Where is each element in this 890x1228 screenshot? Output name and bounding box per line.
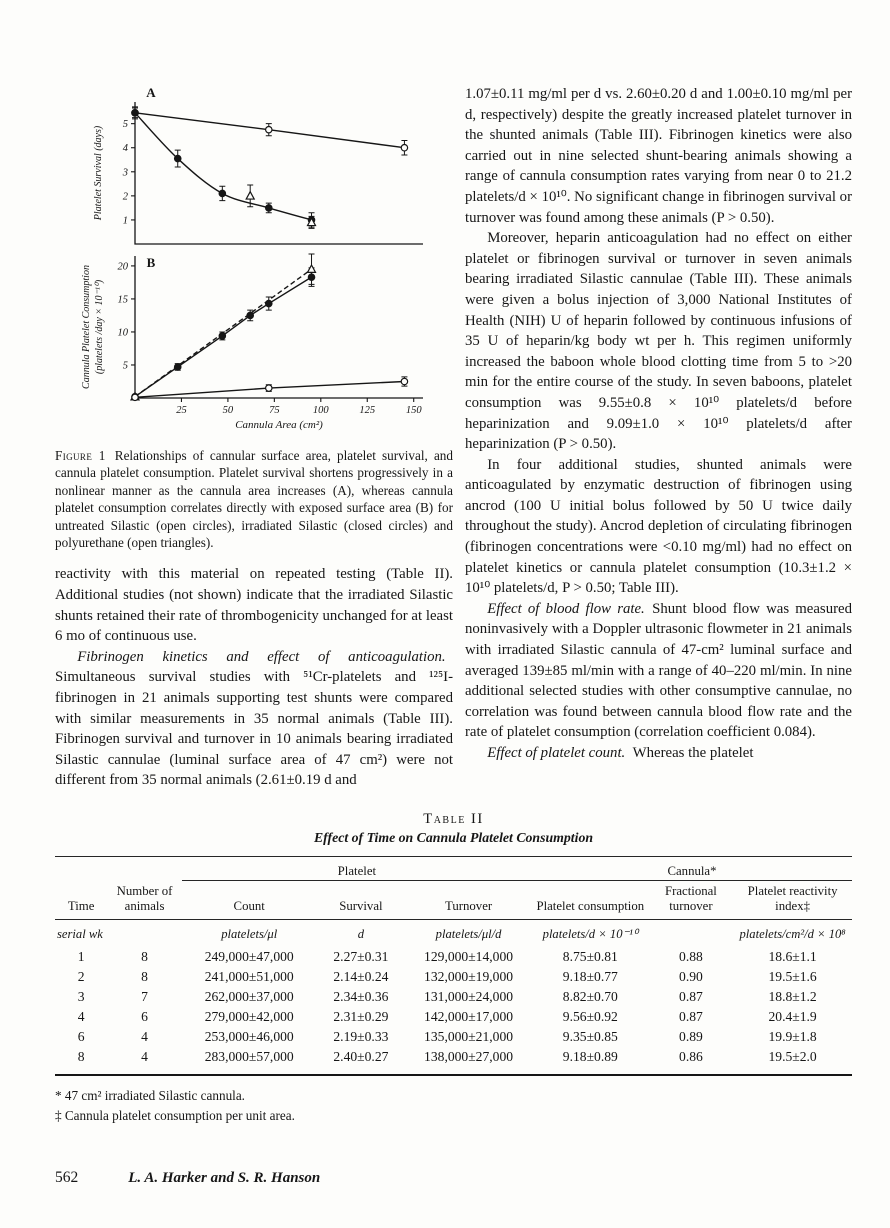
- table-cell: 129,000±14,000: [424, 949, 514, 965]
- table-cell: 6: [77, 1029, 85, 1045]
- table-cell: 138,000±27,000: [424, 1049, 514, 1065]
- unit-cell: serial wk: [57, 926, 103, 941]
- unit-cell: [649, 920, 734, 948]
- table-cell: 3: [77, 989, 85, 1005]
- marker-circle-filled: [219, 190, 225, 196]
- paragraph: Moreover, heparin anticoagulation had no effect on either platelet or fibrinogen survival or turnover in seven animals bearing irradiated Silastic cannulae (Table III). These animals were given a bolus injection of 3,000 National Institutes of Health (NIH) U of heparin followed by continuous infusions of 35 U of heparin/kg body wt per h. This regimen uniformly increased the baboon whole blood clotting time from 5 to >20 min for the entire course of the study. In seven baboons, platelet consumption was 9.55±0.8 × 10¹⁰ platelets/d before heparinization and 9.09±1.0 × 10¹⁰ platelets/d after heparinization (P > 0.50).: [465, 230, 852, 453]
- table-cell: 8.82±0.70: [562, 989, 618, 1005]
- page-footer: [55, 1169, 852, 1187]
- table-cell: 9.35±0.85: [562, 1029, 618, 1045]
- unit-cell: platelets/μl/d: [435, 926, 502, 941]
- footnote-dagger: ‡ Cannula platelet consumption per unit area.: [55, 1108, 295, 1124]
- table-row: [55, 1007, 852, 1027]
- table-2-label: Table II: [423, 810, 484, 827]
- y-tick-label: 2: [122, 191, 128, 203]
- y-tick-label: 20: [117, 261, 128, 273]
- series-line-polyurethane: [135, 269, 312, 396]
- figure-caption-label: Figure 1: [55, 448, 106, 463]
- two-column-body: [55, 84, 852, 791]
- y-tick-label: 4: [122, 143, 128, 155]
- x-tick-label: 100: [312, 405, 329, 416]
- table-cell: 4: [77, 1009, 85, 1025]
- chart-axes: [135, 102, 423, 244]
- table-cell: 18.6±1.1: [768, 949, 817, 965]
- col-header-time: Time: [55, 856, 107, 920]
- table-cell: 8: [141, 949, 148, 965]
- paragraph: 1.07±0.11 mg/ml per d vs. 2.60±0.20 d and 1.00±0.10 mg/ml per d, respectively) despite the greatly increased platelet turnover in the shunted animals (Table III). Fibrinogen kinetics were also carried out in nine selected shunt-bearing animals showing a range of cannula consumption rates varying from near 0 to 21.2 platelets/d × 10¹⁰. No significant change in fibrinogen survival or turnover was found among these animals (P > 0.50).: [465, 86, 852, 226]
- table-cell: 6: [141, 1009, 148, 1025]
- group-header-platelet: Platelet: [182, 856, 532, 881]
- y-tick-label: 5: [122, 119, 128, 131]
- table-cell: 2.14±0.24: [333, 969, 389, 985]
- y-tick-label: 1: [122, 215, 128, 227]
- table-cell: 2.31±0.29: [333, 1009, 389, 1025]
- footnote-asterisk: * 47 cm² irradiated Silastic cannula.: [55, 1088, 245, 1104]
- paragraph: Effect of platelet count. Whereas the platelet: [487, 745, 754, 761]
- paragraph: Effect of blood flow rate. Shunt blood flow was measured noninvasively with a Doppler ultrasonic flowmeter in 21 animals with irradiated Silastic cannula of 47-cm² luminal surface and averaged 139±85 ml/min with a range of 40–220 ml/min. In nine additional selected studies with other consumptive cannulae, no correlation was found between cannula blood flow rate and the rate of platelet consumption (correlation coefficient 0.084).: [465, 600, 852, 741]
- marker-circle-filled: [132, 110, 138, 116]
- left-column-paragraphs: [55, 564, 453, 791]
- table-row: [55, 1027, 852, 1047]
- y-tick-label: 3: [122, 167, 128, 179]
- table-cell: 19.9±1.8: [768, 1029, 817, 1045]
- y-axis-label: Cannula Platelet Consumption: [81, 265, 92, 389]
- y-tick-label: 15: [117, 294, 128, 306]
- table-cell: 0.87: [679, 989, 703, 1005]
- table-cell: 19.5±1.6: [768, 969, 817, 985]
- unit-cell: [107, 920, 181, 948]
- table-cell: 241,000±51,000: [204, 969, 294, 985]
- page-number: 562: [55, 1169, 79, 1187]
- table-cell: 0.86: [679, 1049, 703, 1065]
- paragraph-lead: Effect of platelet count.: [487, 745, 633, 761]
- figure-1-caption: [55, 447, 453, 551]
- table-cell: 2: [77, 969, 85, 985]
- col-header-cell: Turnover: [405, 881, 532, 920]
- x-tick-label: 150: [405, 405, 422, 416]
- table-cell: 249,000±47,000: [204, 949, 294, 965]
- table-cell: 2.34±0.36: [333, 989, 389, 1005]
- paragraph: In four additional studies, shunted animals were anticoagulated by enzymatic destruction of fibrinogen using ancrod (100 U initial bolus followed by 50 U twice daily throughout the study). Ancrod depletion of circulating fibrinogen (fibrinogen concentrations were <0.10 mg/ml) had no effect on platelet kinetics or cannula platelet consumption (10.3±1.2 × 10¹⁰ platelets/d, P > 0.50; Table III).: [465, 456, 852, 597]
- marker-circle-open: [401, 145, 407, 151]
- right-column-paragraphs: [465, 84, 852, 764]
- marker-circle-filled: [175, 155, 181, 161]
- table-units-row: [55, 920, 852, 948]
- col-header-cell: Platelet reactivity index‡: [733, 881, 852, 920]
- table-cell: 8: [77, 1049, 85, 1065]
- table-cell: 0.87: [679, 1009, 703, 1025]
- chart-axes: [135, 256, 423, 398]
- marker-circle-open: [401, 378, 407, 384]
- table-cell: 7: [141, 989, 148, 1005]
- col-header-cell: Survival: [317, 881, 406, 920]
- unit-cell: platelets/cm²/d × 10⁸: [739, 926, 846, 941]
- col-header-cell: Fractional turnover: [649, 881, 734, 920]
- table-cell: 19.5±2.0: [768, 1049, 817, 1065]
- y-tick-label: 5: [122, 360, 128, 372]
- table-cell: 4: [141, 1049, 148, 1065]
- figure-1-chart: [67, 84, 441, 436]
- table-2: [55, 856, 852, 1077]
- unit-cell: d: [357, 926, 365, 941]
- table-cell: 4: [141, 1029, 148, 1045]
- figure-caption-text: Relationships of cannular surface area, platelet survival, and cannula platelet consumption. Platelet survival shortens progressively in a nonlinear manner as the cannula area increases (A), whereas cannula platelet consumption correlates directly with exposed surface area (B) for untreated Silastic (open circles), irradiated Silastic (closed circles) and polyurethane (open triangles).: [55, 448, 453, 551]
- unit-cell: platelets/μl: [221, 926, 278, 941]
- marker-circle-filled: [266, 205, 272, 211]
- marker-circle-open: [132, 394, 138, 400]
- y-axis-label: (platelets /day × 10⁻¹⁰): [94, 279, 105, 375]
- marker-triangle-open: [246, 192, 254, 199]
- table-cell: 9.56±0.92: [562, 1009, 618, 1025]
- table-header-row: [55, 856, 852, 881]
- marker-circle-open: [266, 385, 272, 391]
- paragraph: Fibrinogen kinetics and effect of anticoagulation. Simultaneous survival studies with ⁵¹Cr-platelets and ¹²⁵I-fibrinogen in 21 animals supporting test shunts were compared with similar measurements in 35 normal animals (Table III). Fibrinogen survival and turnover in 10 animals bearing irradiated Silastic cannulae (luminal surface area of 47 cm²) were not different from 35 normal animals (2.61±0.19 d and: [55, 648, 453, 789]
- x-axis-label: Cannula Area (cm²): [235, 419, 323, 431]
- paragraph: reactivity with this material on repeated testing (Table II). Additional studies (not shown) indicate that the irradiated Silastic shunts retained their rate of thrombogenicity unchanged for at least 6 mo of continuous use.: [55, 566, 453, 645]
- x-tick-label: 75: [269, 405, 280, 416]
- x-tick-label: 125: [359, 405, 376, 416]
- col-header-animals: Number of animals: [107, 856, 181, 920]
- paragraph-lead: Effect of blood flow rate.: [487, 600, 653, 617]
- table-cell: 131,000±24,000: [424, 989, 514, 1005]
- table-cell: 135,000±21,000: [424, 1029, 514, 1045]
- col-header-cell: Count: [182, 881, 317, 920]
- unit-cell: platelets/d × 10⁻¹⁰: [542, 927, 638, 942]
- y-axis-label: Platelet Survival (days): [93, 125, 104, 221]
- table-row: [55, 967, 852, 987]
- left-column: [55, 84, 453, 791]
- table-cell: 1: [77, 949, 85, 965]
- table-row: [55, 947, 852, 967]
- table-cell: 20.4±1.9: [768, 1009, 817, 1025]
- table-cell: 2.27±0.31: [333, 949, 389, 965]
- table-footnotes: [55, 1086, 852, 1125]
- x-tick-label: 50: [222, 405, 234, 416]
- table-row: [55, 1047, 852, 1075]
- x-tick-label: 25: [176, 405, 187, 416]
- table-cell: 132,000±19,000: [424, 969, 514, 985]
- table-cell: 0.89: [679, 1029, 703, 1045]
- col-header-cell: Platelet consumption: [532, 881, 649, 920]
- marker-circle-open: [266, 126, 272, 132]
- table-cell: 2.19±0.33: [333, 1029, 389, 1045]
- figure-1: [67, 84, 453, 441]
- panel-label: B: [146, 255, 156, 270]
- table-row: [55, 987, 852, 1007]
- paragraph-lead: Fibrinogen kinetics and effect of anticoagulation.: [77, 648, 453, 665]
- table-cell: 283,000±57,000: [204, 1049, 294, 1065]
- table-cell: 8: [141, 969, 148, 985]
- table-2-section: [55, 811, 852, 1126]
- panel-label: A: [146, 85, 156, 100]
- running-authors: L. A. Harker and S. R. Hanson: [128, 1170, 321, 1187]
- table-cell: 8.75±0.81: [562, 949, 618, 965]
- table-cell: 9.18±0.89: [562, 1049, 618, 1065]
- group-header-cannula: Cannula*: [532, 856, 852, 881]
- table-cell: 0.90: [679, 969, 703, 985]
- y-tick-label: 10: [117, 327, 128, 339]
- marker-triangle-open: [308, 265, 316, 272]
- table-cell: 9.18±0.77: [562, 969, 618, 985]
- right-column: [465, 84, 852, 791]
- table-cell: 262,000±37,000: [204, 989, 294, 1005]
- table-cell: 2.40±0.27: [333, 1049, 389, 1065]
- table-2-title: Effect of Time on Cannula Platelet Consumption: [313, 829, 594, 845]
- table-cell: 18.8±1.2: [768, 989, 817, 1005]
- table-cell: 142,000±17,000: [424, 1009, 514, 1025]
- series-line-irradiated-Silastic: [135, 113, 312, 220]
- table-cell: 0.88: [679, 949, 703, 965]
- table-cell: 253,000±46,000: [204, 1029, 294, 1045]
- table-cell: 279,000±42,000: [204, 1009, 294, 1025]
